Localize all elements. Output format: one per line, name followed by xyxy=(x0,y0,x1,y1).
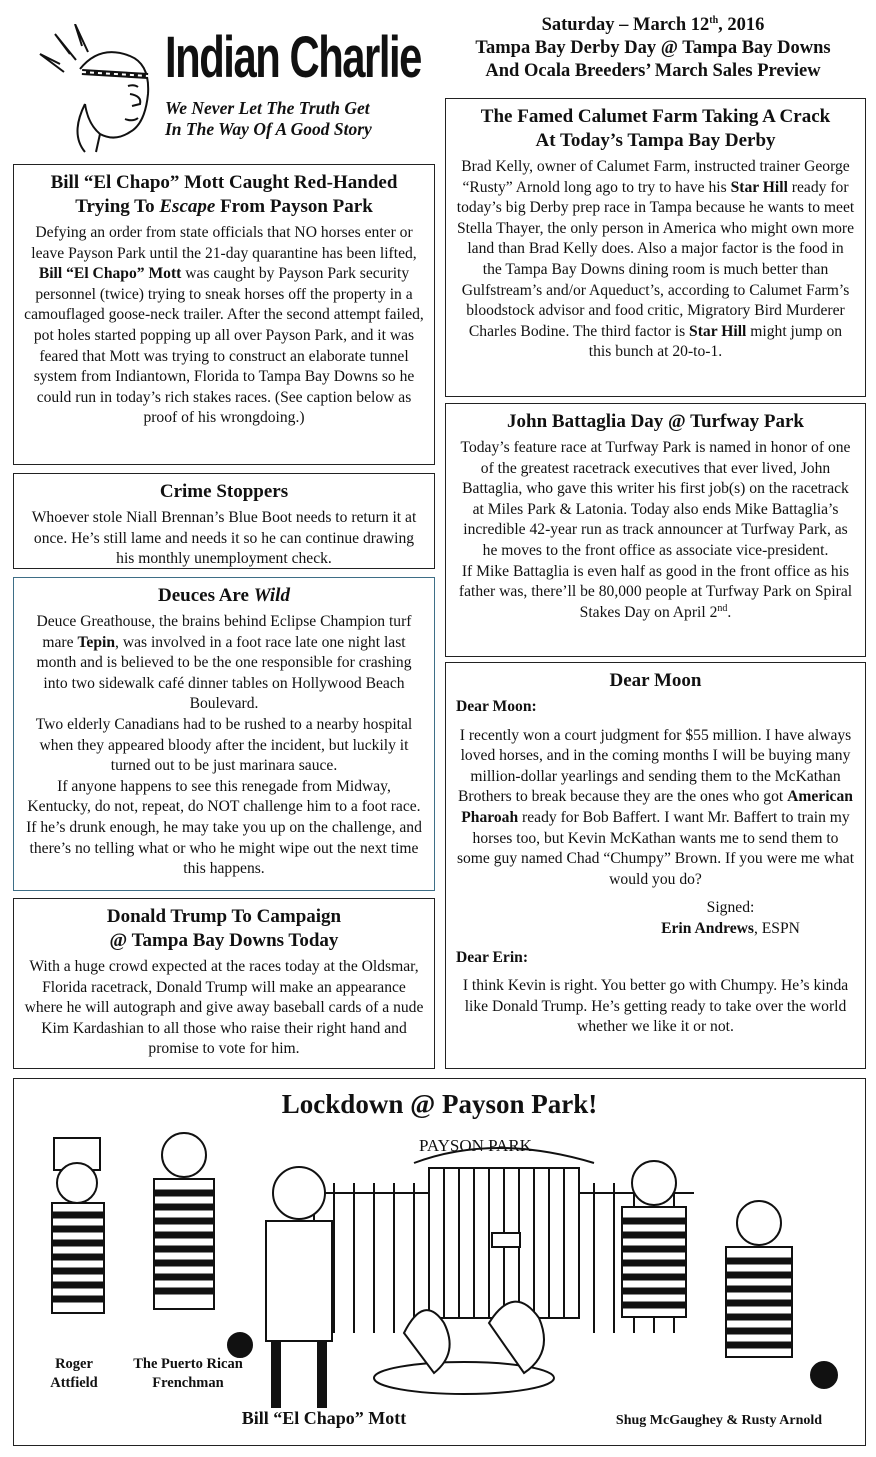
prisoner-roger-attfield xyxy=(52,1138,104,1313)
sales-line: And Ocala Breeders’ March Sales Preview xyxy=(485,61,821,81)
cartoon-panel xyxy=(13,1078,866,1446)
headline-deuces: Deuces Are Wild xyxy=(158,585,290,606)
indian-chief-logo-icon xyxy=(30,24,165,154)
body-trump: With a huge crowd expected at the races today at the Oldsmar, Florida racetrack, Donald Trump will make an appearance where he will autograph and give away baseball cards of a nude Kim Kardashian to all those who raise their right hand and promise to vote for him. xyxy=(24,958,424,1058)
headline-trump: Donald Trump To Campaign @ Tampa Bay Downs Today xyxy=(106,906,342,951)
figure-bill-mott xyxy=(266,1167,332,1408)
caption-puerto-rican-frenchman: The Puerto Rican Frenchman xyxy=(133,1356,243,1391)
prisoner-shug-mcgaughey xyxy=(622,1161,686,1317)
event-line: Tampa Bay Derby Day @ Tampa Bay Downs xyxy=(475,38,831,58)
prisoner-rusty-arnold xyxy=(726,1201,837,1388)
gate-sign: PAYSON PARK xyxy=(419,1136,532,1155)
article-mott xyxy=(13,164,435,465)
body-dear-moon: Dear Moon: I recently won a court judgment for $55 million. I have always loved horses, and in the coming months I will be buying many million-dollar yearlings and sending them to the McKathan Brothers to break because they are the ones who got American Pharoah ready for Bob Baffert. I want Mr. Baffert to train my horses too, but Kevin McKathan wants me to send them to some guy named Chad “Chumpy” Brown. If you were me what would you do? Signed: Erin Andrews, ESPN Dear Erin: I think Kevin is right. You better go with Chumpy. He’s kinda like Donald Trump. He’s getting ready to take over the world whether we like it or not. xyxy=(456,698,855,1036)
prisoner-puerto-rican-frenchman xyxy=(154,1133,252,1357)
masthead-motto-line-2: In The Way Of A Good Story xyxy=(165,119,372,139)
article-dear-moon xyxy=(445,662,866,1069)
article-trump xyxy=(13,898,435,1069)
caption-roger-attfield: Roger Attfield xyxy=(50,1356,98,1391)
caption-bill-mott: Bill “El Chapo” Mott xyxy=(241,1408,407,1428)
headline-mott: Bill “El Chapo” Mott Caught Red-Handed Trying To Escape From Payson Park xyxy=(50,172,398,217)
body-mott: Defying an order from state officials that NO horses enter or leave Payson Park until the 21-day quarantine has been lifted, Bill “El Chapo” Mott was caught by Payson Park security personnel (twice) trying to sneak horses off the property in a camouflaged goose-neck trailer. After the second attempt failed, pot holes started popping up all over Payson Park, and it was feared that Mott was trying to construct an elaborate tunnel system from Indiantown, Florida to Tampa Bay Downs so he could run in today’s rich stakes races. (See caption below as proof of his wrongdoing.) xyxy=(24,224,424,427)
headline-battaglia: John Battaglia Day @ Turfway Park xyxy=(507,411,804,432)
headline-calumet: The Famed Calumet Farm Taking A Crack At Today’s Tampa Bay Derby xyxy=(480,106,831,151)
cartoon-headline: Lockdown @ Payson Park! xyxy=(281,1089,598,1119)
article-calumet xyxy=(445,98,866,397)
caption-shug-rusty: Shug McGaughey & Rusty Arnold xyxy=(615,1413,823,1428)
body-calumet: Brad Kelly, owner of Calumet Farm, instructed trainer George “Rusty” Arnold long ago to try to have his Star Hill ready for today’s big Derby prep race in Tampa because he wants to meet Stella Thayer, the only person in America who might own more land than Brad Kelly does. Also a major factor is the food in the Tampa Bay Downs dining room is much better than Gulfstream’s and/or Aqueduct’s, according to Calumet Farm’s bloodstock advisor and food critic, Migratory Bird Murderer Charles Bodine. The third factor is Star Hill might jump on this bunch at 20-to-1. xyxy=(456,158,855,361)
headline-dear-moon: Dear Moon xyxy=(609,670,702,691)
article-deuces xyxy=(13,577,435,891)
headline-crime-stoppers: Crime Stoppers xyxy=(159,481,289,502)
body-crime-stoppers: Whoever stole Niall Brennan’s Blue Boot needs to return it at once. He’s still lame and needs it so he can continue drawing his monthly unemployment check. xyxy=(31,509,417,568)
article-crime-stoppers xyxy=(13,473,435,569)
article-battaglia xyxy=(445,403,866,657)
masthead-title: Indian Charlie xyxy=(165,25,421,90)
body-battaglia: Today’s feature race at Turfway Park is named in honor of one of the greatest racetrack executives that ever lived, John Battaglia, who gave this writer his first job(s) on the racetrack at Miles Park & Latonia. Today also ends Mike Battaglia’s incredible 42-year run as track announcer at Turfway Park, as he moves to the front office as associate vice-president. If Mike Battaglia is even half as good in the front office as his father was, there’ll be 80,000 people at Turfway Park on Spiral Stakes Day on April 2nd. xyxy=(458,439,853,621)
date-header xyxy=(440,14,866,83)
masthead-motto-line-1: We Never Let The Truth Get xyxy=(165,98,370,118)
body-deuces: Deuce Greathouse, the brains behind Eclipse Champion turf mare Tepin, was involved in a foot race late one night last month and is believed to be the one responsible for crashing into two sidewalk café dinner tables on Hollywood Beach Boulevard. Two elderly Canadians had to be rushed to a nearby hospital when they appeared bloody after the incident, but luckily it turned out to be just marinara sauce. If anyone happens to see this renegade from Midway, Kentucky, do not, repeat, do NOT challenge him to a foot race. If he’s drunk enough, he may take you up on the challenge, and there’s no telling what or who he might wipe out the next time this happens. xyxy=(26,613,422,878)
masthead xyxy=(20,10,440,150)
date-line: Saturday – March 12th, 2016 xyxy=(541,14,765,35)
